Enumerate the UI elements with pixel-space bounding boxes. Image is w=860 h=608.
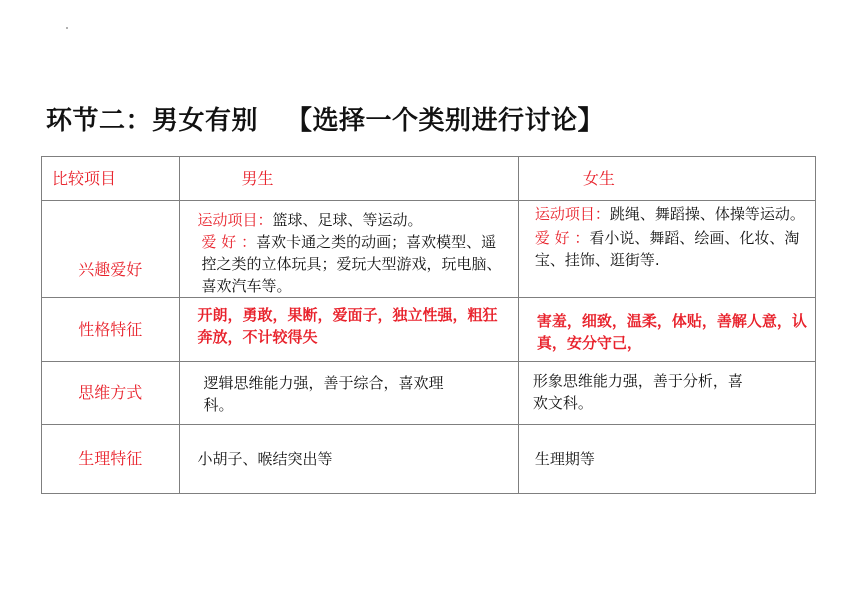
female-sport-key: 运动项目： [534,205,610,223]
male-sport-key: 运动项目： [197,211,273,229]
table-row [42,425,816,494]
male-hobbies-cell [179,201,518,298]
row-label-thinking: 思维方式 [42,362,180,425]
table-row [42,201,816,298]
decorative-dot [66,27,68,29]
header-compare-item: 比较项目 [42,157,180,201]
male-sport-value: 篮球、足球、等运动。 [272,211,423,229]
female-personality-cell: 害羞，细致，温柔，体贴，善解人意，认真，安分守己， [518,298,815,362]
male-hobby-key: 爱 好 ： [201,233,257,251]
female-hobby-value: 看小说、舞蹈、绘画、化妆、淘宝、挂饰、逛街等. [534,229,800,269]
male-personality-cell: 开朗，勇敢，果断，爱面子，独立性强，粗狂奔放，不计较得失 [179,298,518,362]
female-sport-value: 跳绳、舞蹈操、体操等运动。 [609,205,805,223]
female-physiology-cell: 生理期等 [518,425,815,494]
female-thinking-cell: 形象思维能力强，善于分析，喜欢文科。 [518,362,815,425]
female-hobbies-cell [518,201,815,298]
page-title [46,100,604,137]
row-label-physiology: 生理特征 [42,425,180,494]
row-label-hobbies: 兴趣爱好 [42,201,180,298]
header-male: 男生 [179,157,518,201]
row-label-personality: 性格特征 [42,298,180,362]
header-female: 女生 [518,157,815,201]
comparison-table [41,156,816,494]
table-row [42,298,816,362]
male-physiology-cell: 小胡子、喉结突出等 [179,425,518,494]
table-row [42,362,816,425]
male-hobby-value-part: 喜欢卡通之类的动画；喜欢模型、遥控之类的立体玩具；爱玩大型游戏，玩电脑、喜欢汽车等。 [201,233,502,295]
title-bracket: 【选择一个类别进行讨论】 [286,106,605,136]
title-main: 环节二：男女有别 [46,106,259,136]
table-header-row [42,157,816,201]
male-thinking-cell: 逻辑思维能力强，善于综合，喜欢理科。 [179,362,518,425]
female-hobby-key: 爱 好 ： [534,229,590,247]
